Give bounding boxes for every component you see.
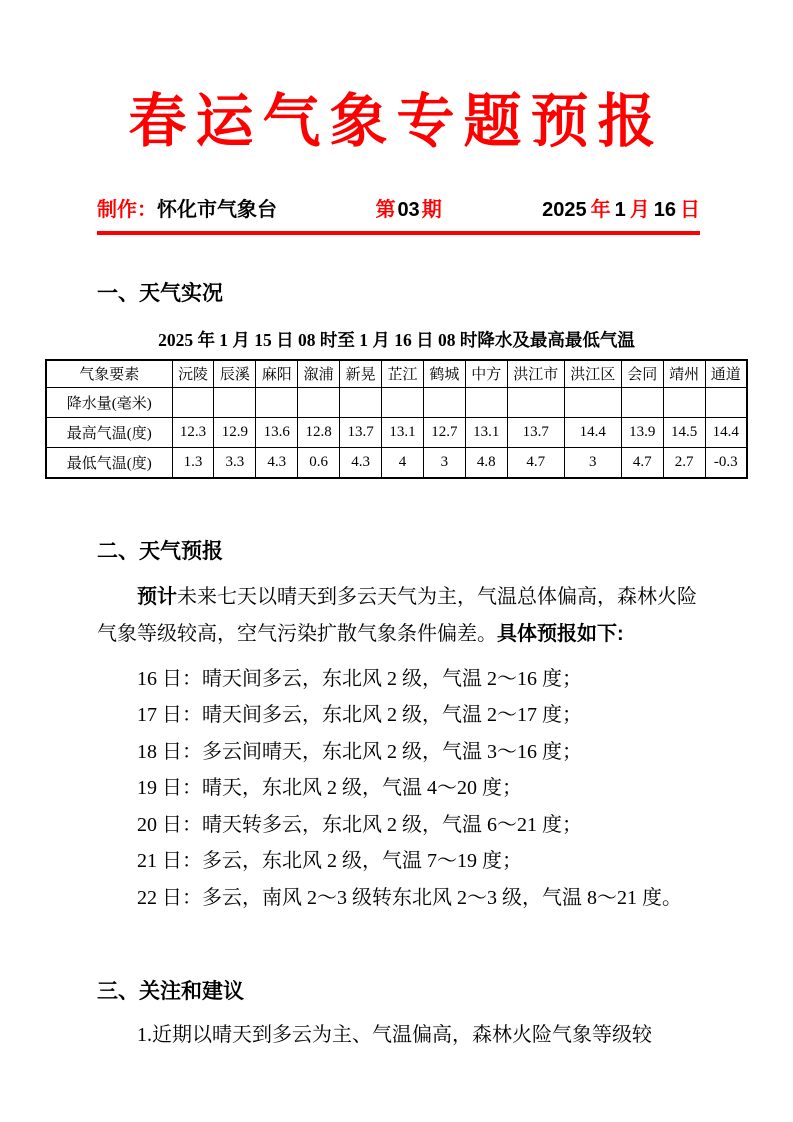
forecast-day-line: 17 日：晴天间多云，东北风 2 级，气温 2～17 度；: [137, 704, 582, 727]
table-cell: 4: [382, 448, 424, 478]
producer-name: 怀化市气象台: [157, 198, 277, 221]
table-cell: 4.8: [465, 448, 507, 478]
issue-suffix: 期: [421, 198, 442, 221]
forecast-day-line: 16 日：晴天间多云，东北风 2 级，气温 2～16 度；: [137, 667, 582, 690]
section-1-heading: 一、天气实况: [97, 281, 223, 305]
table-cell: 3: [423, 448, 465, 478]
forecast-day-line: 22 日：多云，南风 2～3 级转东北风 2～3 级，气温 8～21 度。: [137, 887, 682, 910]
document-title: 春运气象专题预报: [128, 89, 665, 154]
table-station-header: 会同: [621, 360, 663, 388]
table-station-header: 新晃: [340, 360, 382, 388]
table-cell: 14.5: [663, 418, 705, 448]
issue-value: 03: [397, 198, 420, 221]
table-row: [46, 418, 747, 448]
table-cell: [340, 388, 382, 418]
producer-label: 制作：: [97, 198, 157, 221]
table-cell: 13.7: [507, 418, 564, 448]
issue-prefix: 第: [375, 198, 396, 221]
forecast-day-line: 18 日：多云间晴天，东北风 2 级，气温 3～16 度；: [137, 740, 582, 763]
forecast-intro: [97, 579, 698, 653]
date-month: 1: [614, 198, 626, 221]
table-cell: [423, 388, 465, 418]
producer: [97, 193, 277, 222]
table-cell: [214, 388, 256, 418]
table-row: [46, 388, 747, 418]
forecast-intro-tail: 具体预报如下:: [497, 622, 624, 645]
table-cell: 12.9: [214, 418, 256, 448]
table-cell: [298, 388, 340, 418]
table-cell: [705, 388, 747, 418]
table-row: [46, 448, 747, 478]
section-3-heading: 三、关注和建议: [97, 979, 244, 1003]
forecast-day-list: [137, 661, 733, 917]
table-cell: [256, 388, 298, 418]
table-cell: 3.3: [214, 448, 256, 478]
table-station-header: 洪江市: [507, 360, 564, 388]
table-cell: 0.6: [298, 448, 340, 478]
table-cell: 13.9: [621, 418, 663, 448]
weather-table: [45, 359, 748, 479]
table-cell: 4.3: [340, 448, 382, 478]
table-cell: 12.3: [172, 418, 214, 448]
table-cell: 1.3: [172, 448, 214, 478]
table-station-header: 溆浦: [298, 360, 340, 388]
section-2-heading: 二、天气预报: [97, 539, 223, 563]
table-cell: 13.6: [256, 418, 298, 448]
table-cell: 13.1: [382, 418, 424, 448]
table-cell: 13.7: [340, 418, 382, 448]
table-cell: [172, 388, 214, 418]
table-station-header: 鹤城: [423, 360, 465, 388]
table-cell: [382, 388, 424, 418]
table-cell: 12.7: [423, 418, 465, 448]
issue-number: [373, 193, 441, 222]
table-cell: [465, 388, 507, 418]
table-cell: 3: [564, 448, 621, 478]
table-cell: -0.3: [705, 448, 747, 478]
masthead: [97, 193, 700, 235]
table-station-header: 通道: [705, 360, 747, 388]
table-cell: 13.1: [465, 418, 507, 448]
table-cell: [621, 388, 663, 418]
table-station-header: 辰溪: [214, 360, 256, 388]
table-row-label: 降水量(毫米): [46, 388, 172, 418]
date-month-unit: 月: [629, 198, 650, 221]
attention-item: 1.近期以晴天到多云为主、气温偏高，森林火险气象等级较: [137, 1023, 652, 1046]
table-corner-header: 气象要素: [46, 360, 172, 388]
table-cell: [663, 388, 705, 418]
forecast-day-line: 21 日：多云，东北风 2 级，气温 7～19 度；: [137, 850, 522, 873]
table-cell: [507, 388, 564, 418]
issue-date: [538, 193, 700, 222]
date-day: 16: [653, 198, 676, 221]
table-station-header: 洪江区: [564, 360, 621, 388]
forecast-intro-lead: 预计: [137, 585, 177, 608]
table-cell: 4.7: [507, 448, 564, 478]
table-cell: 12.8: [298, 418, 340, 448]
forecast-day-line: 20 日：晴天转多云，东北风 2 级，气温 6～21 度；: [137, 813, 582, 836]
table-cell: 4.7: [621, 448, 663, 478]
table-row-label: 最高气温(度): [46, 418, 172, 448]
forecast-day-line: 19 日：晴天，东北风 2 级，气温 4～20 度；: [137, 777, 522, 800]
table-title: 2025 年 1 月 15 日 08 时至 1 月 16 日 08 时降水及最高最低气温: [158, 329, 635, 350]
table-station-header: 麻阳: [256, 360, 298, 388]
date-year: 2025: [542, 198, 587, 221]
date-day-unit: 日: [680, 198, 700, 221]
table-row-label: 最低气温(度): [46, 448, 172, 478]
table-cell: 14.4: [705, 418, 747, 448]
table-cell: 4.3: [256, 448, 298, 478]
table-station-header: 靖州: [663, 360, 705, 388]
table-cell: 14.4: [564, 418, 621, 448]
table-station-header: 沅陵: [172, 360, 214, 388]
table-cell: 2.7: [663, 448, 705, 478]
table-station-header: 中方: [465, 360, 507, 388]
date-year-unit: 年: [590, 198, 611, 221]
table-station-header: 芷江: [382, 360, 424, 388]
forecast-intro-body: 未来七天以晴天到多云天气为主，气温总体偏高，森林火险气象等级较高，空气污染扩散气象条件偏差。: [97, 585, 697, 645]
table-cell: [564, 388, 621, 418]
table-body: [46, 388, 747, 478]
table-header-row: [46, 360, 747, 388]
